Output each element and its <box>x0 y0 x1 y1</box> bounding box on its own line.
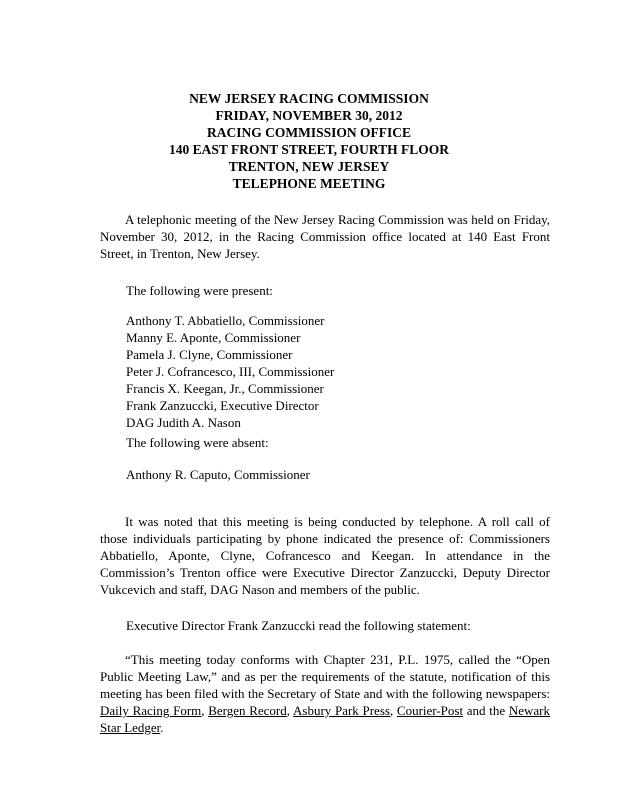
separator: and the <box>463 703 509 718</box>
newspaper-courier-post: Courier-Post <box>396 703 464 718</box>
statement-paragraph <box>100 651 550 736</box>
present-item: Frank Zanzuccki, Executive Director <box>126 398 319 413</box>
statement-end: . <box>160 720 164 735</box>
intro-paragraph: A telephonic meeting of the New Jersey Racing Commission was held on Friday, November 30, 2012, in the Racing Commission office located at 140 East Front Street, in Trenton, New Jersey. <box>100 212 550 261</box>
present-item: Manny E. Aponte, Commissioner <box>126 330 301 345</box>
newspaper-bergen-record: Bergen Record <box>208 703 287 718</box>
present-item: Pamela J. Clyne, Commissioner <box>126 347 293 362</box>
statement-intro: Executive Director Frank Zanzuccki read the following statement: <box>126 618 471 633</box>
roll-call-paragraph: It was noted that this meeting is being conducted by telephone. A roll call of those individuals participating by phone indicated the presence of: Commissioners Abbatiello, Aponte, Clyne, Cofrancesco and Keegan. In attendance in the Commission’s Trenton office were Executive Director Zanzuccki, Deputy Director Vukcevich and staff, DAG Nason and members of the public. <box>100 514 550 597</box>
absent-item: Anthony R. Caputo, Commissioner <box>126 467 310 482</box>
newspaper-asbury-park-press: Asbury Park Press <box>293 703 390 718</box>
header-line-office: RACING COMMISSION OFFICE <box>206 125 411 140</box>
present-item: DAG Judith A. Nason <box>126 415 241 430</box>
header-line-city: TRENTON, NEW JERSEY <box>228 159 390 174</box>
document-header <box>0 90 618 192</box>
present-item: Anthony T. Abbatiello, Commissioner <box>126 313 325 328</box>
separator: , <box>389 703 397 718</box>
newspaper-daily-racing-form: Daily Racing Form <box>100 703 202 718</box>
present-label: The following were present: <box>126 283 273 298</box>
separator: , <box>286 703 293 718</box>
header-line-meeting-type: TELEPHONE MEETING <box>232 176 386 191</box>
statement-text: “This meeting today conforms with Chapter 231, P.L. 1975, called the “Open Public Meeting Law,” and as per the requirements of the statute, notification of this meeting has been filed with the Secretary of State and with the following newspapers: <box>100 652 550 701</box>
present-item: Francis X. Keegan, Jr., Commissioner <box>126 381 324 396</box>
header-line-commission: NEW JERSEY RACING COMMISSION <box>189 91 429 106</box>
present-list <box>126 312 334 431</box>
present-item: Peter J. Cofrancesco, III, Commissioner <box>126 364 335 379</box>
header-line-address: 140 EAST FRONT STREET, FOURTH FLOOR <box>168 142 450 157</box>
separator: , <box>201 703 209 718</box>
header-line-date: FRIDAY, NOVEMBER 30, 2012 <box>215 108 403 123</box>
newspaper-newark-star-ledger: Newark Star Ledger <box>100 703 550 735</box>
absent-label: The following were absent: <box>126 435 269 450</box>
